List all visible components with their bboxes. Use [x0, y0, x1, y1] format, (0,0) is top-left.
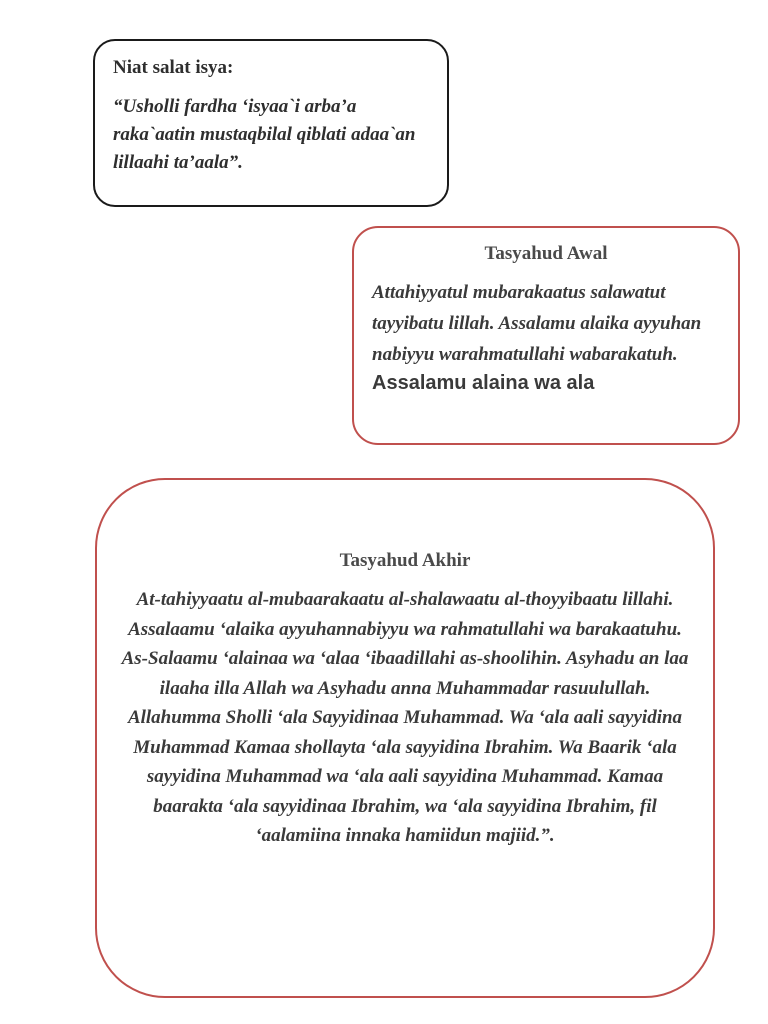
tasyahud-awal-box: [352, 226, 740, 445]
tasyahud-akhir-box: [95, 478, 715, 998]
tasyahud-awal-text-block: [372, 277, 720, 399]
tasyahud-awal-text: Attahiyyatul mubarakaatus salawatut tayyibatu lillah. Assalamu alaika ayyuhan nabiyyu warahmatullahi wabarakatuh.: [372, 282, 702, 365]
tasyahud-akhir-text: At-tahiyyaatu al-mubaarakaatu al-shalawaatu al-thoyyibaatu lillahi. Assalaamu ‘alaika ayyuhannabiyyu wa rahmatullahi wa barakaatuhu. As-Salaamu ‘alainaa wa ‘alaa ‘ibaadillahi as-shoolihin. Asyhadu an laa ilaaha illa Allah wa Asyhadu anna Muhammadar rasuulullah. Allahumma Sholli ‘ala Sayyidinaa Muhammad. Wa ‘ala aali sayyidina Muhammad Kamaa shollayta ‘ala sayyidina Ibrahim. Wa Baarik ‘ala sayyidina Muhammad wa ‘ala aali sayyidina Muhammad. Kamaa baarakta ‘ala sayyidinaa Ibrahim, wa ‘ala sayyidina Ibrahim, fil ‘aalamiina innaka hamiidun majiid.”.: [121, 589, 689, 846]
niat-title: Niat salat isya:: [113, 57, 234, 78]
niat-text: “Usholli fardha ‘isyaa`i arba’a raka`aatin mustaqbilal qiblati adaa`an lillaahi ta’aala”.: [113, 96, 416, 173]
niat-salat-isya-box: [93, 39, 449, 207]
tasyahud-awal-cut-text: Assalamu alaina wa ala: [372, 372, 595, 394]
tasyahud-awal-title: Tasyahud Awal: [484, 243, 608, 264]
tasyahud-akhir-title: Tasyahud Akhir: [339, 550, 471, 571]
